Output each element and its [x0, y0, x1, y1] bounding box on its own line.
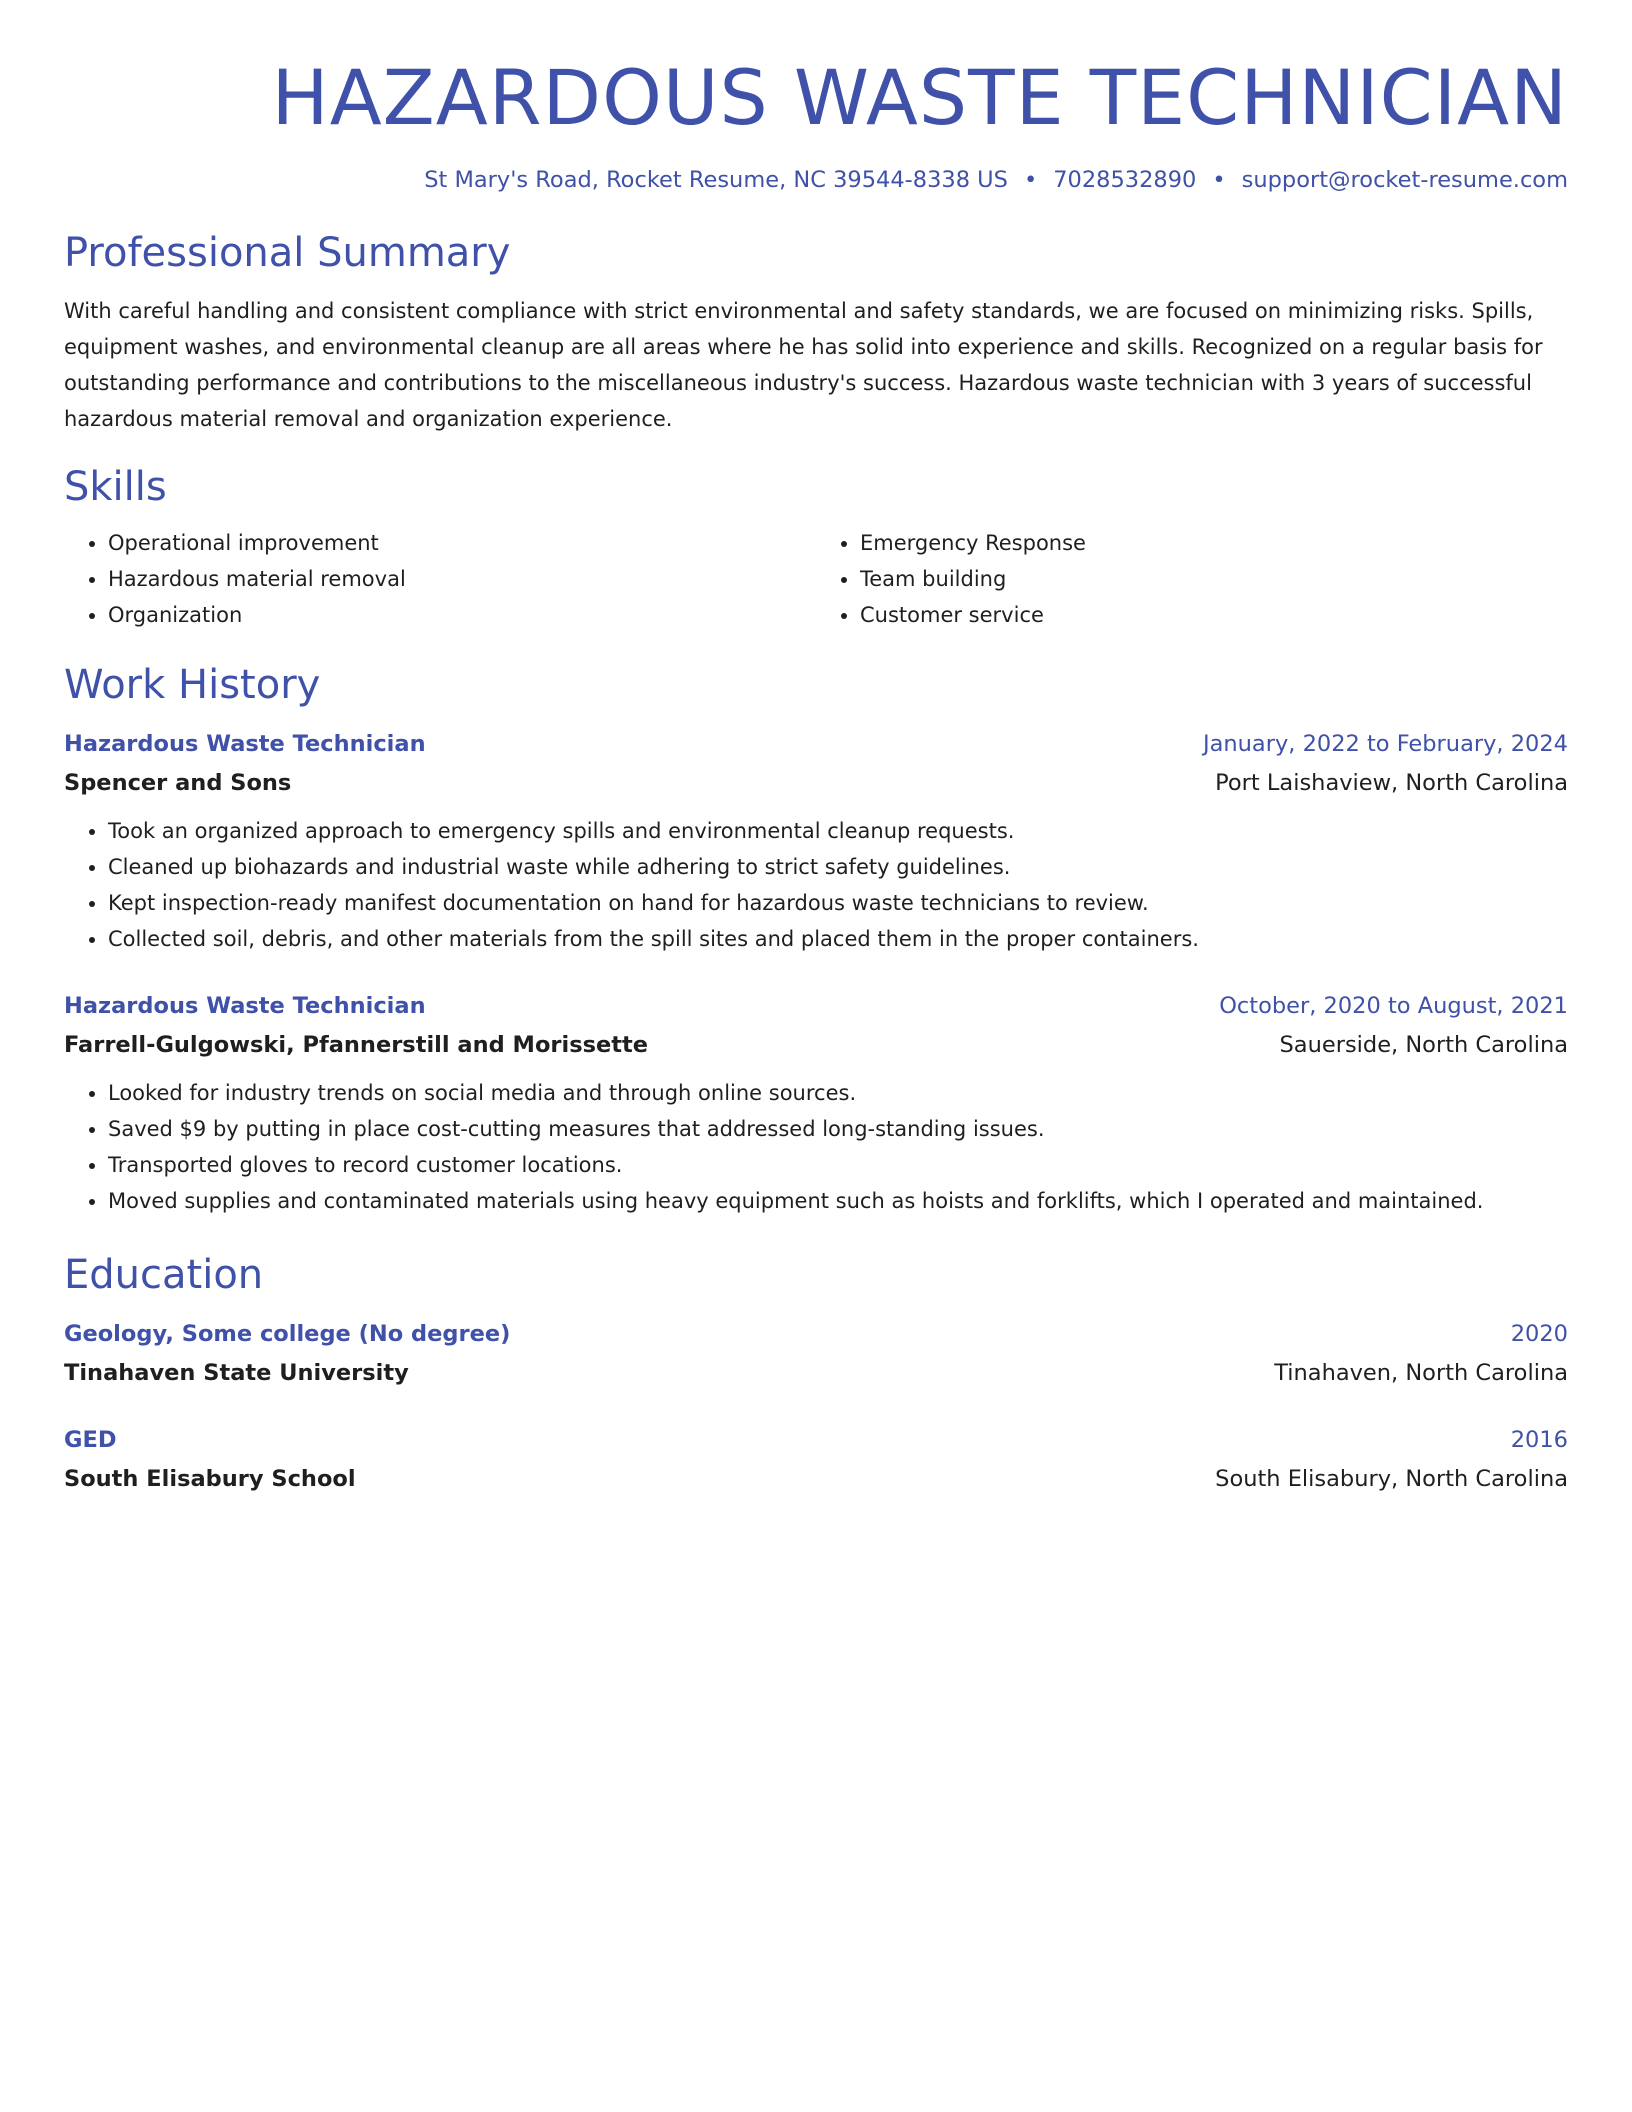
skill-item: • Hazardous material removal	[108, 561, 816, 597]
job-title: Hazardous Waste Technician	[64, 730, 426, 757]
skills-left-column	[64, 525, 816, 633]
summary-heading: Professional Summary	[64, 229, 511, 276]
skill-item: • Organization	[108, 597, 816, 633]
skill-item: • Team building	[860, 561, 1568, 597]
summary-section	[64, 227, 1568, 437]
skills-heading: Skills	[64, 463, 167, 510]
job-title: Hazardous Waste Technician	[64, 992, 426, 1019]
job-company: Farrell-Gulgowski, Pfannerstill and Morissette	[64, 1031, 649, 1058]
job-bullet: • Saved $9 by putting in place cost-cutting measures that addressed long-standing issues.	[108, 1111, 1568, 1147]
job-entry	[64, 725, 1568, 957]
education-location: Tinahaven, North Carolina	[1274, 1359, 1568, 1386]
job-bullet: • Took an organized approach to emergency spills and environmental cleanup requests.	[108, 813, 1568, 849]
job-dates: October, 2020 to August, 2021	[1219, 992, 1568, 1019]
contact-separator: •	[1212, 167, 1226, 194]
education-year: 2016	[1510, 1426, 1568, 1453]
job-bullet: • Moved supplies and contaminated materials using heavy equipment such as hoists and forklifts, which I operated and maintained.	[108, 1183, 1568, 1219]
skill-item: • Emergency Response	[860, 525, 1568, 561]
job-header-row	[64, 987, 1568, 1025]
job-location: Port Laishaview, North Carolina	[1215, 769, 1568, 796]
education-school-row	[64, 1459, 1568, 1499]
job-location: Sauerside, North Carolina	[1279, 1031, 1568, 1058]
education-section	[64, 1249, 1568, 1499]
education-heading: Education	[64, 1251, 264, 1298]
job-header-row	[64, 725, 1568, 763]
skills-section	[64, 461, 1568, 633]
education-entry	[64, 1315, 1568, 1393]
job-bullet: • Collected soil, debris, and other materials from the spill sites and placed them in the proper containers.	[108, 921, 1568, 957]
education-degree: Geology, Some college (No degree)	[64, 1320, 511, 1347]
contact-email: support@rocket-resume.com	[1241, 167, 1568, 194]
contact-phone: 7028532890	[1053, 167, 1197, 194]
summary-text: With careful handling and consistent compliance with strict environmental and safety standards, we are focused on minimizing risks. Spills, equipment washes, and environmental cleanup are all areas where he has solid into experience and skills. Recognized on a regular basis for outstanding performance and contributions to the miscellaneous industry's success. Hazardous waste technician with 3 years of successful hazardous material removal and organization experience.	[64, 298, 1543, 431]
contact-line	[64, 165, 1568, 197]
skills-columns	[64, 525, 1568, 633]
work-history-section	[64, 659, 1568, 1219]
job-bullets	[64, 813, 1568, 957]
education-year: 2020	[1510, 1320, 1568, 1347]
education-school-row	[64, 1353, 1568, 1393]
job-company-row	[64, 1025, 1568, 1065]
job-bullets	[64, 1075, 1568, 1219]
education-header-row	[64, 1315, 1568, 1353]
education-school: Tinahaven State University	[64, 1359, 409, 1386]
job-dates: January, 2022 to February, 2024	[1202, 730, 1568, 757]
job-bullet: • Looked for industry trends on social media and through online sources.	[108, 1075, 1568, 1111]
job-entry	[64, 987, 1568, 1219]
job-bullet: • Kept inspection-ready manifest documentation on hand for hazardous waste technicians to review.	[108, 885, 1568, 921]
job-bullet: • Transported gloves to record customer locations.	[108, 1147, 1568, 1183]
job-company-row	[64, 763, 1568, 803]
education-entry	[64, 1421, 1568, 1499]
skill-item: • Operational improvement	[108, 525, 816, 561]
education-degree: GED	[64, 1426, 117, 1453]
work-history-heading: Work History	[64, 661, 321, 708]
skill-item: • Customer service	[860, 597, 1568, 633]
education-school: South Elisabury School	[64, 1465, 356, 1492]
contact-separator: •	[1023, 167, 1038, 194]
job-bullet: • Cleaned up biohazards and industrial waste while adhering to strict safety guidelines.	[108, 849, 1568, 885]
education-header-row	[64, 1421, 1568, 1459]
education-location: South Elisabury, North Carolina	[1215, 1465, 1568, 1492]
skills-right-column	[816, 525, 1568, 633]
resume-header	[64, 52, 1568, 197]
contact-address: St Mary's Road, Rocket Resume, NC 39544-8338 US	[424, 167, 1008, 194]
resume-name: HAZARDOUS WASTE TECHNICIAN	[271, 53, 1568, 142]
job-company: Spencer and Sons	[64, 769, 292, 796]
